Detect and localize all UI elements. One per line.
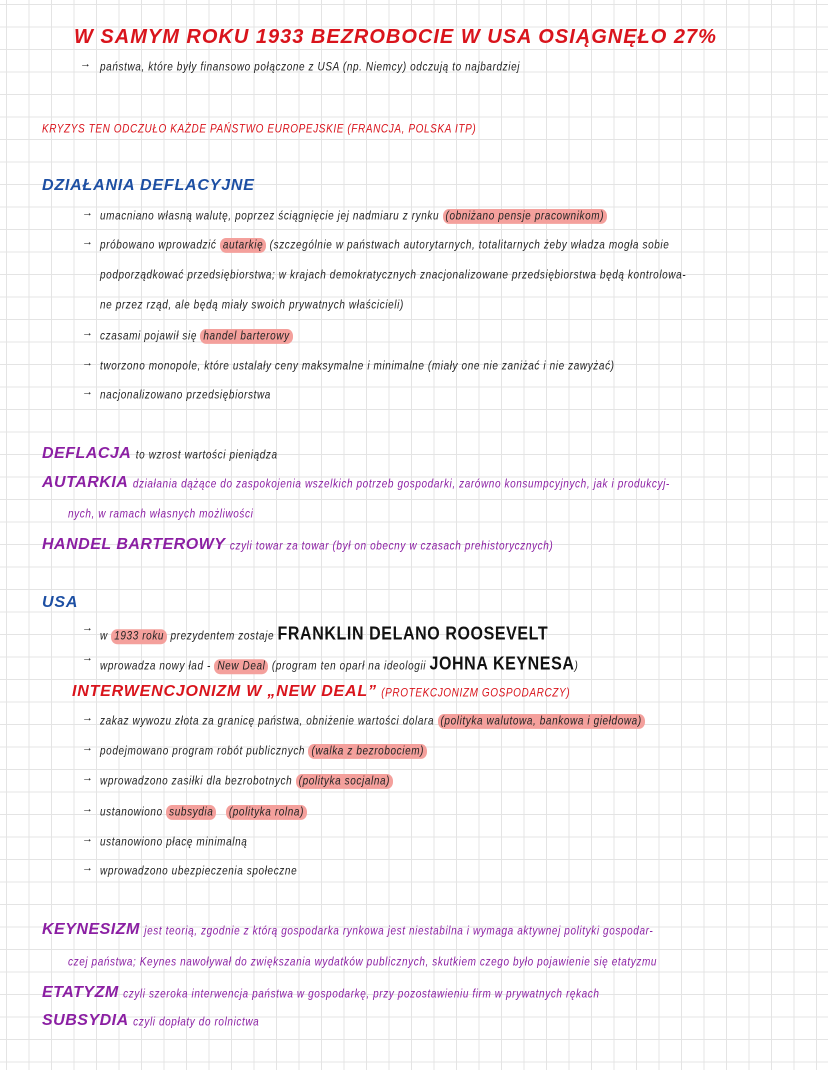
- bullet-text: zakaz wywozu złota za granicę państwa, obniżenie wartości dolara: [100, 715, 438, 728]
- note-text: państwa, które były finansowo połączone z USA (np. Niemcy) odczują to najbardziej: [100, 61, 521, 74]
- bullet-continuation: podporządkować przedsiębiorstwa; w krajach demokratycznych znacjonalizowane przedsiębiorstwa będą kontrolowa-: [100, 269, 687, 282]
- bullet-text: wprowadzono zasiłki dla bezrobotnych: [100, 775, 296, 788]
- arrow-icon: →: [82, 236, 93, 248]
- bullet-item: ustanowiono płacę minimalną: [100, 836, 248, 849]
- definition-continuation: czej państwa; Keynes nawoływał do zwiększania wydatków publicznych, skutkiem czego było pojawienie się etatyzmu: [68, 956, 658, 969]
- arrow-icon: →: [82, 386, 93, 398]
- bullet-item: [100, 746, 427, 758]
- bullet-text: wprowadza nowy ład -: [100, 660, 215, 674]
- definition-deflacja: [42, 446, 278, 462]
- term: AUTARKIA: [42, 474, 129, 491]
- highlight: subsydia: [166, 805, 216, 820]
- term: HANDEL BARTEROWY: [42, 536, 226, 553]
- subheading-title: INTERWENCJONIZM W „NEW DEAL”: [72, 683, 377, 700]
- arrow-icon: →: [80, 58, 91, 70]
- definition: jest teorią, zgodnie z którą gospodarka rynkowa jest niestabilna i wymaga aktywnej polityki gospodar-: [144, 925, 654, 938]
- definition: czyli dopłaty do rolnictwa: [133, 1016, 260, 1029]
- bullet-text: umacniano własną walutę, poprzez ściągnięcie jej nadmiaru z rynku: [100, 210, 443, 223]
- bullet-item: [100, 716, 645, 728]
- arrow-icon: →: [82, 327, 93, 339]
- arrow-icon: →: [82, 652, 93, 664]
- bullet-item: wprowadzono ubezpieczenia społeczne: [100, 865, 298, 878]
- bullet-text: (program ten oparł na ideologii: [268, 660, 430, 674]
- definition-etatyzm: [42, 985, 600, 1001]
- bullet-text: podejmowano program robót publicznych: [100, 745, 309, 758]
- bullet-item: [100, 776, 393, 788]
- arrow-icon: →: [82, 742, 93, 754]
- bullet-item: [100, 807, 307, 819]
- highlight: (walka z bezrobociem): [308, 744, 427, 759]
- bullet-item: nacjonalizowano przedsiębiorstwa: [100, 389, 271, 402]
- highlight: 1933 roku: [111, 629, 167, 644]
- arrow-icon: →: [82, 803, 93, 815]
- highlight: (obniżano pensje pracownikom): [443, 209, 608, 224]
- definition: to wzrost wartości pieniądza: [135, 449, 278, 462]
- highlight: (polityka rolna): [226, 805, 307, 820]
- bullet-continuation: ne przez rząd, ale będą miały swoich prywatnych właścicieli): [100, 299, 404, 312]
- page-title: W SAMYM ROKU 1933 BEZROBOCIE W USA OSIĄGNĘŁO 27%: [74, 26, 717, 48]
- arrow-icon: →: [82, 207, 93, 219]
- highlight: autarkię: [220, 238, 266, 253]
- highlight: (polityka socjalna): [296, 774, 393, 789]
- arrow-icon: →: [82, 357, 93, 369]
- highlight: handel barterowy: [200, 329, 292, 344]
- definition: działania dążące do zaspokojenia wszelkich potrzeb gospodarki, zarówno konsumpcyjnych, jak i produkcyj-: [132, 478, 670, 491]
- crisis-note: KRYZYS TEN ODCZUŁO KAŻDE PAŃSTWO EUROPEJSKIE (FRANCJA, POLSKA ITP): [42, 123, 477, 136]
- bullet-item: tworzono monopole, które ustalały ceny maksymalne i minimalne (miały one nie zaniżać i nie zawyżać): [100, 360, 615, 373]
- subheading-interwencjonizm: [72, 684, 570, 700]
- bullet-text: ): [574, 660, 579, 674]
- bullet-item: [100, 211, 607, 223]
- arrow-icon: →: [82, 712, 93, 724]
- definition-handel-barterowy: [42, 537, 553, 553]
- definition-autarkia: [42, 475, 670, 491]
- definition: czyli szeroka interwencja państwa w gospodarkę, przy pozostawieniu firm w prywatnych rękach: [123, 988, 600, 1001]
- bullet-item: [100, 656, 578, 674]
- section-heading-usa: USA: [42, 594, 79, 611]
- arrow-icon: →: [82, 862, 93, 874]
- arrow-icon: →: [82, 772, 93, 784]
- term: ETATYZM: [42, 984, 119, 1001]
- bullet-text: (szczególnie w państwach autorytarnych, totalitarnych żeby władza mogła sobie: [266, 239, 670, 252]
- highlight: New Deal: [214, 659, 268, 674]
- person-name: JOHNA KEYNESA: [429, 654, 575, 675]
- bullet-text: ustanowiono: [100, 806, 167, 819]
- definition-keynesizm: [42, 922, 653, 938]
- person-name: FRANKLIN DELANO ROOSEVELT: [277, 624, 549, 645]
- definition-subsydia: [42, 1013, 259, 1029]
- term: DEFLACJA: [42, 445, 132, 462]
- bullet-item: [100, 240, 669, 252]
- bullet-item: [100, 331, 293, 343]
- bullet-item: [100, 626, 548, 644]
- term: KEYNESIZM: [42, 921, 140, 938]
- bullet-text: próbowano wprowadzić: [100, 239, 220, 252]
- term: SUBSYDIA: [42, 1012, 129, 1029]
- bullet-text: czasami pojawił się: [100, 330, 201, 343]
- arrow-icon: →: [82, 622, 93, 634]
- definition-continuation: nych, w ramach własnych możliwości: [68, 508, 254, 521]
- bullet-text: prezydentem zostaje: [167, 630, 278, 644]
- highlight: (polityka walutowa, bankowa i giełdowa): [438, 714, 645, 729]
- definition: czyli towar za towar (był on obecny w czasach prehistorycznych): [229, 540, 554, 553]
- section-heading-deflation: DZIAŁANIA DEFLACYJNE: [42, 177, 255, 194]
- arrow-icon: →: [82, 833, 93, 845]
- bullet-text: w: [100, 630, 112, 644]
- subheading-note: (PROTEKCJONIZM GOSPODARCZY): [381, 687, 571, 700]
